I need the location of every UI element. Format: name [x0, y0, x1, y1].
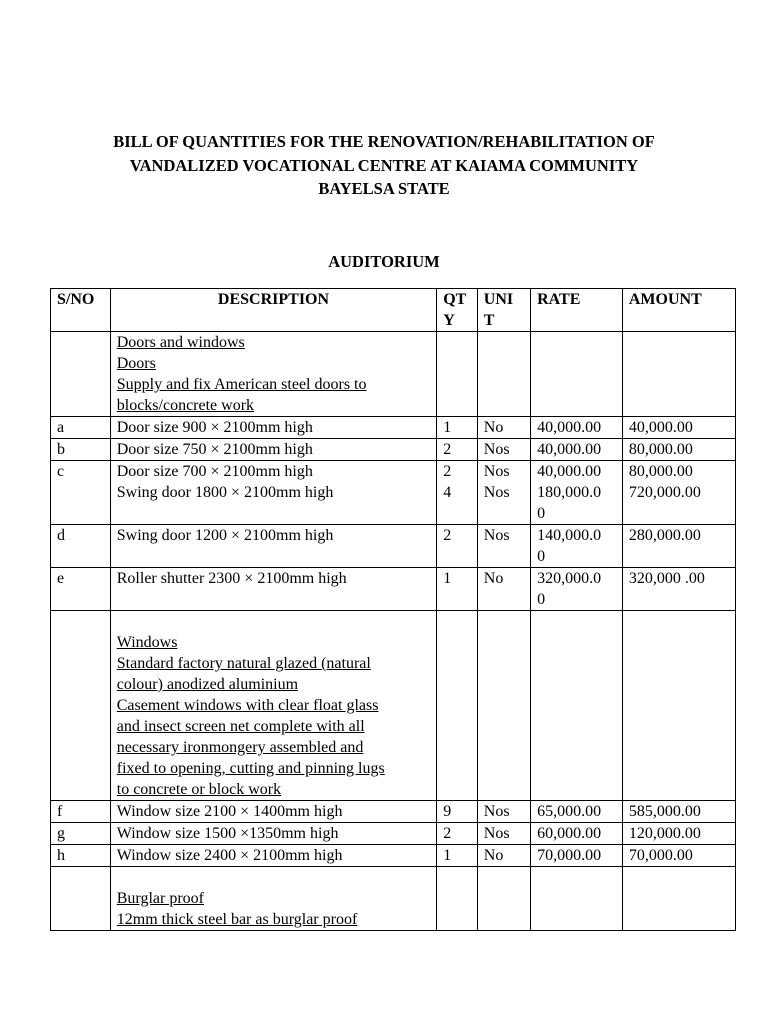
row-qty: 2 4 [437, 461, 478, 525]
row-rate: 60,000.00 [531, 823, 623, 845]
row-amount: 70,000.00 [622, 845, 735, 867]
row-qty: 2 [437, 525, 478, 568]
row-description: Door size 700 × 2100mm high Swing door 1800 × 2100mm high [110, 461, 436, 525]
row-description: Door size 750 × 2100mm high [110, 439, 436, 461]
title-line-1: BILL OF QUANTITIES FOR THE RENOVATION/REHABILITATION OF [113, 132, 655, 151]
table-row [51, 525, 736, 568]
row-amount: 280,000.00 [622, 525, 735, 568]
row-sno: d [51, 525, 111, 568]
row-sno: h [51, 845, 111, 867]
header-description: DESCRIPTION [110, 289, 436, 332]
row-unit: Nos [477, 439, 530, 461]
row-rate: 320,000.0 0 [531, 568, 623, 611]
row-description: Roller shutter 2300 × 2100mm high [110, 568, 436, 611]
table-row [51, 461, 736, 525]
header-amount: AMOUNT [622, 289, 735, 332]
row-amount: 585,000.00 [622, 801, 735, 823]
header-unit: UNI T [477, 289, 530, 332]
row-description: Window size 2100 × 1400mm high [110, 801, 436, 823]
row-sno: b [51, 439, 111, 461]
burglar-intro-row [51, 867, 736, 931]
row-qty: 1 [437, 845, 478, 867]
row-qty: 9 [437, 801, 478, 823]
row-rate: 40,000.00 [531, 439, 623, 461]
row-unit: Nos [477, 525, 530, 568]
row-description: Swing door 1200 × 2100mm high [110, 525, 436, 568]
row-rate: 40,000.00 [531, 417, 623, 439]
header-qty: QT Y [437, 289, 478, 332]
header-rate: RATE [531, 289, 623, 332]
row-rate: 140,000.0 0 [531, 525, 623, 568]
doors-intro-description: Doors and windows Doors Supply and fix American steel doors to blocks/concrete work [110, 332, 436, 417]
row-qty: 1 [437, 417, 478, 439]
row-qty: 2 [437, 439, 478, 461]
row-rate: 65,000.00 [531, 801, 623, 823]
table-row [51, 568, 736, 611]
row-qty: 2 [437, 823, 478, 845]
row-amount: 120,000.00 [622, 823, 735, 845]
table-row [51, 823, 736, 845]
table-row [51, 801, 736, 823]
row-amount: 80,000.00 720,000.00 [622, 461, 735, 525]
row-rate: 70,000.00 [531, 845, 623, 867]
row-unit: Nos [477, 801, 530, 823]
row-sno: g [51, 823, 111, 845]
row-amount: 80,000.00 [622, 439, 735, 461]
table-row [51, 439, 736, 461]
row-unit: No [477, 845, 530, 867]
table-header-row [51, 289, 736, 332]
windows-intro-description: Windows Standard factory natural glazed (natural colour) anodized aluminium Casement windows with clear float glass and insect screen net complete with all necessary ironmongery assembled and fixed to opening, cutting and pinning lugs to concrete or block work [110, 611, 436, 801]
row-qty: 1 [437, 568, 478, 611]
header-sno: S/NO [51, 289, 111, 332]
doors-intro-row [51, 332, 736, 417]
row-unit: No [477, 417, 530, 439]
row-sno: c [51, 461, 111, 525]
row-description: Window size 1500 ×1350mm high [110, 823, 436, 845]
title-line-2: VANDALIZED VOCATIONAL CENTRE AT KAIAMA COMMUNITY [129, 155, 639, 175]
table-row [51, 845, 736, 867]
title-line-3: BAYELSA STATE [318, 179, 450, 198]
row-amount: 320,000 .00 [622, 568, 735, 611]
row-description: Window size 2400 × 2100mm high [110, 845, 436, 867]
bill-of-quantities-table [50, 288, 736, 931]
row-unit: No [477, 568, 530, 611]
table-row [51, 417, 736, 439]
row-sno: e [51, 568, 111, 611]
row-unit: Nos Nos [477, 461, 530, 525]
row-description: Door size 900 × 2100mm high [110, 417, 436, 439]
row-sno: a [51, 417, 111, 439]
row-unit: Nos [477, 823, 530, 845]
section-heading: AUDITORIUM [328, 252, 440, 271]
row-sno: f [51, 801, 111, 823]
row-rate: 40,000.00 180,000.0 0 [531, 461, 623, 525]
row-amount: 40,000.00 [622, 417, 735, 439]
document-title [0, 130, 768, 201]
burglar-intro-description: Burglar proof 12mm thick steel bar as burglar proof [110, 867, 436, 931]
windows-intro-row [51, 611, 736, 801]
